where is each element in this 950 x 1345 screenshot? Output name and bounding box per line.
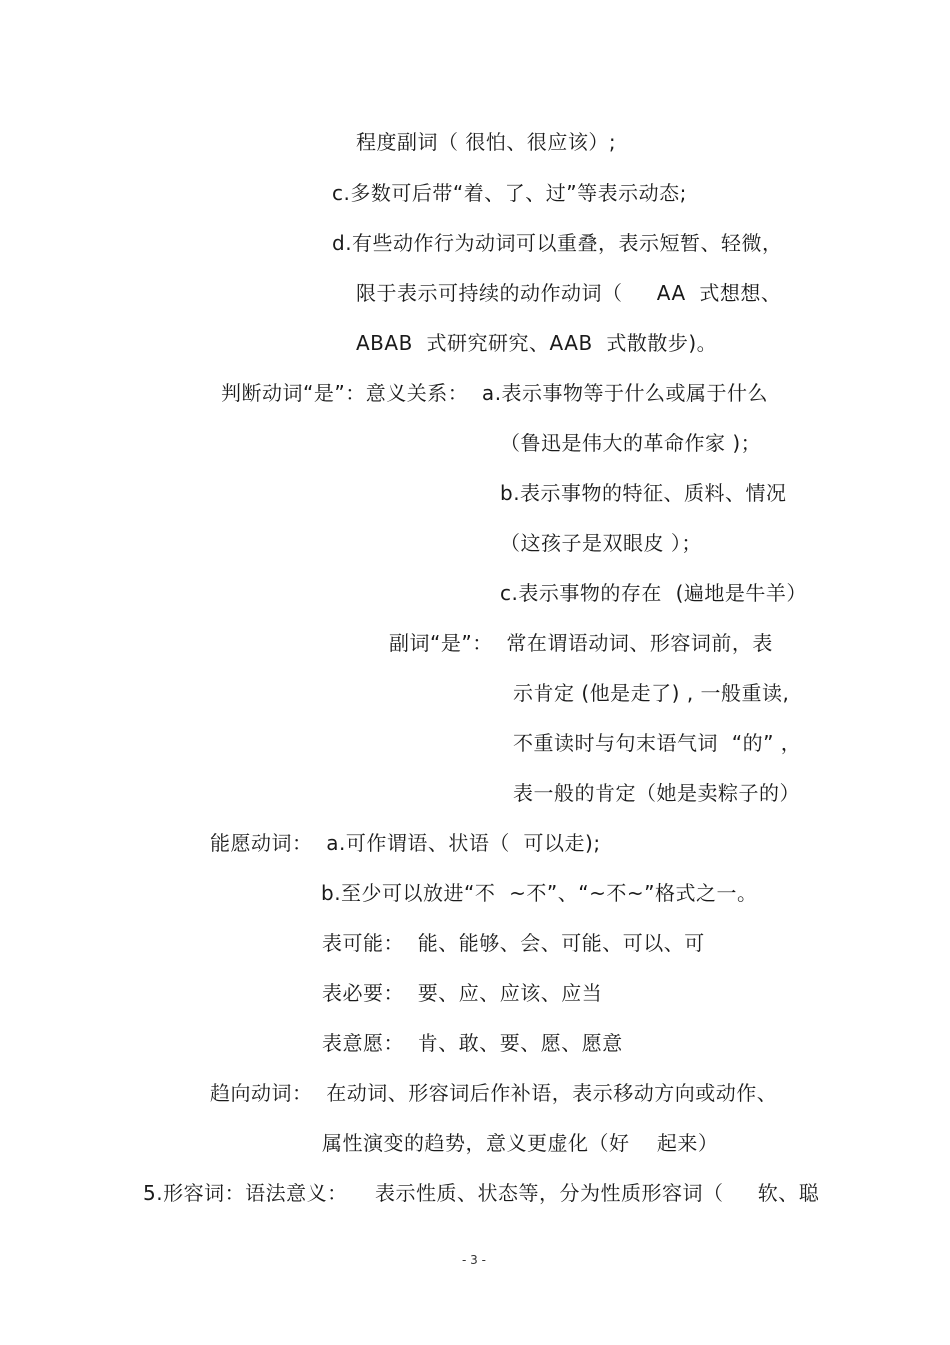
text-line: 5.形容词：语法意义： 表示性质、状态等，分为性质形容词（ 软、聪	[143, 1181, 820, 1205]
text-line: 能愿动词： a.可作谓语、状语（ 可以走);	[210, 831, 601, 855]
text-line: 表可能： 能、能够、会、可能、可以、可	[322, 931, 705, 955]
page-number: - 3 -	[462, 1253, 486, 1267]
text-line: ABAB 式研究研究、AAB 式散散步)。	[356, 331, 718, 355]
text-line: 程度副词（ 很怕、很应该）;	[356, 130, 617, 154]
text-line: 表必要： 要、应、应该、应当	[322, 981, 603, 1005]
text-line: 不重读时与句末语气词 “的” ，	[513, 731, 802, 755]
text-line: （鲁迅是伟大的革命作家 )；	[500, 431, 762, 455]
text-line: 限于表示可持续的动作动词（ AA 式想想、	[356, 281, 782, 305]
text-line: b.表示事物的特征、质料、情况	[500, 481, 787, 505]
text-line: 判断动词“是”：意义关系： a.表示事物等于什么或属于什么	[221, 381, 769, 405]
text-line: b.至少可以放进“不 ~不”、“~不~”格式之一。	[321, 881, 758, 905]
text-line: （这孩子是双眼皮 ）；	[500, 531, 702, 555]
text-line: 副词“是”： 常在谓语动词、形容词前，表	[389, 631, 773, 655]
text-line: 表意愿： 肯、敢、要、愿、愿意	[322, 1031, 623, 1055]
text-line: 趋向动词： 在动词、形容词后作补语，表示移动方向或动作、	[210, 1081, 778, 1105]
text-line: 属性演变的趋势，意义更虚化（好 起来）	[322, 1131, 719, 1155]
text-line: c.表示事物的存在 (遍地是牛羊）	[500, 581, 807, 605]
text-line: d.有些动作行为动词可以重叠，表示短暂、轻微，	[332, 231, 783, 255]
text-line: 示肯定 (他是走了) , 一般重读,	[513, 681, 790, 705]
text-line: 表一般的肯定（她是卖粽子的）	[513, 781, 800, 805]
text-line: c.多数可后带“着、了、过”等表示动态;	[332, 181, 687, 205]
